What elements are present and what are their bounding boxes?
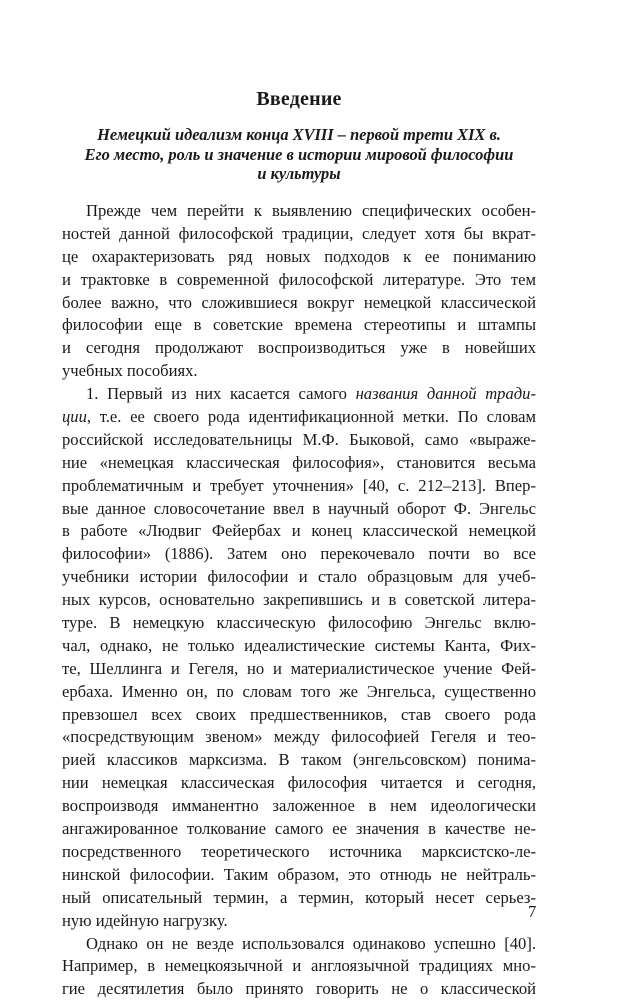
text-line: гие десятилетия было принято говорить не о классической [62,979,536,999]
text-line: «посредствующим звеном» между философией Гегеля и тео- [62,727,536,747]
subtitle-line: и культуры [257,164,341,183]
emphasis-text: ции [62,407,87,427]
text-line: нинской философии. Таким образом, это отнюдь не нейтраль- [62,864,536,884]
text-line [62,406,536,429]
text-line: учебники истории философии и стало образцовым для учеб- [62,567,536,587]
text-line: философии еще в советские времена стереотипы и штампы [62,315,536,335]
text-line: в работе «Людвиг Фейербах и конец классической немецкой [62,521,536,541]
text-run: , т.е. ее своего рода идентификационной метки. По словам [86,407,536,427]
text-line: российской исследовательницы М.Ф. Быковой, само «выраже- [62,429,536,449]
text-line: Однако он не везде использовался одинаково успешно [40]. [86,933,536,953]
text-line: те, Шеллинга и Гегеля, но и материалистическое учение Фей- [62,658,536,678]
text-line: воспроизводя имманентно заложенное в нем идеологически [62,796,536,816]
body-text [62,200,536,1001]
text-line [62,383,536,406]
text-line: ных курсов, основательно закрепившись и в советской литера- [62,590,536,610]
text-line: более важно, что сложившиеся вокруг немецкой классической [62,292,536,312]
text-line: и трактовке в современной философской литературе. Это тем [62,269,536,289]
text-run: 1. Первый из них касается самого [86,384,356,404]
paragraph-1 [62,200,536,383]
paragraph-3 [62,933,536,1001]
text-line: нии немецкая классическая философия читается и сегодня, [62,773,536,793]
text-line: учебных пособиях. [62,361,198,381]
text-line: и сегодня продолжают воспроизводиться уже в новейших [62,338,536,358]
text-line: ный описательный термин, а термин, который несет серьез- [62,887,536,907]
text-line: превзошел всех своих предшественников, став своего рода [62,704,536,724]
text-line: философии» (1886). Затем оно перекочевало почти во все [62,544,536,564]
text-line: вые данное словосочетание ввел в научный оборот Ф. Энгельс [62,498,536,518]
chapter-title: Введение [256,88,342,110]
text-line: Прежде чем перейти к выявлению специфических особен- [86,201,536,220]
text-line: рией классиков марксизма. В таком (энгельсовском) понима- [62,750,536,770]
emphasis-text: названия данной тради- [355,384,536,404]
text-line: Например, в немецкоязычной и англоязычной традициях мно- [62,956,536,976]
text-line: ербаха. Именно он, по словам того же Энгельса, существенно [62,681,536,701]
text-line: туре. В немецкую классическую философию Энгельс вклю- [62,613,536,633]
text-line: ангажированное толкование самого ее значения в качестве не- [62,819,536,839]
text-line: проблематичным и требует уточнения» [40, с. 212–213]. Впер- [62,475,536,495]
page-number: 7 [528,902,537,921]
text-line: ние «немецкая классическая философия», становится весьма [62,452,536,472]
subtitle-line: Его место, роль и значение в истории мировой философии [84,144,514,164]
paragraph-2 [62,383,536,932]
subtitle-line: Немецкий идеализм конца XVIII – первой трети XIX в. [97,125,501,144]
text-line: це охарактеризовать ряд новых подходов к ее пониманию [62,246,536,266]
section-subtitle [50,125,548,184]
text-line: ную идейную нагрузку. [62,910,228,930]
text-line: чал, однако, не только идеалистические системы Канта, Фих- [62,635,536,655]
text-line: посредственного теоретического источника марксистско-ле- [62,841,536,861]
text-line: ностей данной философской традиции, следует хотя бы вкрат- [62,223,536,243]
